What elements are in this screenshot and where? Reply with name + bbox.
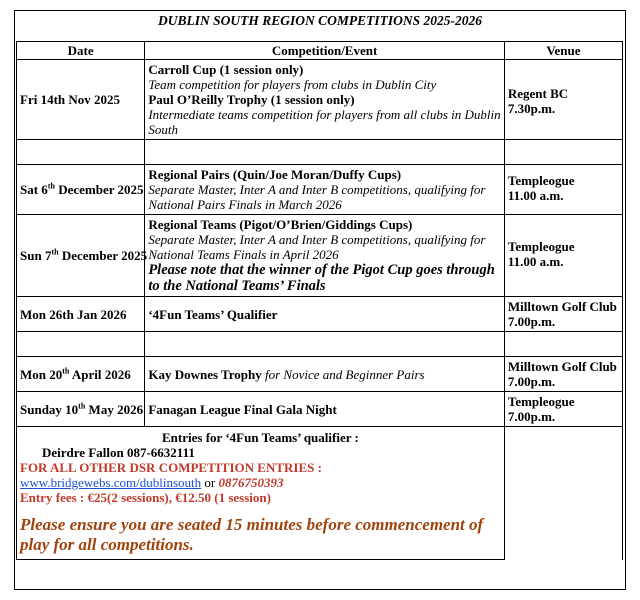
table-row (17, 215, 623, 297)
venue-name: Templeogue (507, 394, 575, 409)
event-description: Separate Master, Inter A and Inter B competitions, qualifying for National Teams Finals in April 2026 (148, 232, 486, 262)
entries-info (17, 427, 505, 560)
venue-time: 7.00p.m. (507, 314, 556, 329)
event-date: Mon 26th Jan 2026 (17, 297, 145, 332)
event-details (145, 215, 505, 297)
table-row (17, 357, 623, 392)
venue-name: Milltown Golf Club (507, 299, 617, 314)
venue-time: 11.00 a.m. (507, 254, 564, 269)
blank-row (17, 140, 623, 165)
table-row (17, 392, 623, 427)
venue-name: Milltown Golf Club (507, 359, 617, 374)
competition-column-header: Competition/Event (145, 42, 505, 60)
event-date: Fri 14th Nov 2025 (17, 60, 145, 140)
event-venue (504, 392, 622, 427)
event-details (145, 297, 505, 332)
entries-heading: Entries for ‘4Fun Teams’ qualifier : (162, 430, 359, 445)
event-date: Sun 7th December 2025 (17, 215, 145, 297)
event-date: Mon 20th April 2026 (17, 357, 145, 392)
entries-contact: Deirdre Fallon 087-6632111 (42, 445, 195, 460)
event-description: Separate Master, Inter A and Inter B competitions, qualifying for National Pairs Finals in March 2026 (148, 182, 486, 212)
event-title: Regional Teams (Pigot/O’Brien/Giddings Cups) (148, 217, 413, 232)
competitions-sheet (14, 10, 626, 590)
website-link[interactable]: www.bridgewebs.com/dublinsouth (20, 475, 202, 490)
blank-row (17, 332, 623, 357)
event-title: Paul O’Reilly Trophy (1 session only) (148, 92, 355, 107)
entries-phone: 0876750393 (218, 475, 284, 490)
venue-name: Templeogue (507, 173, 575, 188)
table-header-row (17, 42, 623, 60)
venue-time: 7.30p.m. (507, 101, 556, 116)
event-title: ‘4Fun Teams’ Qualifier (148, 306, 278, 322)
footer-blank-cell (504, 427, 622, 560)
entry-fees: Entry fees : €25(2 sessions), €12.50 (1 session) (20, 490, 271, 505)
table-row (17, 165, 623, 215)
event-venue (504, 165, 622, 215)
event-venue (504, 215, 622, 297)
event-details (145, 60, 505, 140)
table-row (17, 60, 623, 140)
other-entries-heading: FOR ALL OTHER DSR COMPETITION ENTRIES : (20, 460, 322, 475)
page-title: DUBLIN SOUTH REGION COMPETITIONS 2025-2026 (157, 13, 483, 28)
entries-footer-row (17, 427, 623, 560)
competitions-table (16, 41, 623, 560)
venue-time: 11.00 a.m. (507, 188, 564, 203)
event-details (145, 357, 505, 392)
venue-column-header: Venue (504, 42, 622, 60)
venue-time: 7.00p.m. (507, 409, 556, 424)
event-date: Sat 6th December 2025 (17, 165, 145, 215)
entries-links: www.bridgewebs.com/dublinsouth or 0876750393 (20, 475, 284, 490)
pigot-cup-notice: Please note that the winner of the Pigot Cup goes through to the National Teams’ Finals (148, 262, 495, 294)
event-venue (504, 357, 622, 392)
event-title: Kay Downes Trophy (148, 366, 262, 382)
venue-name: Templeogue (507, 239, 575, 254)
date-column-header: Date (17, 42, 145, 60)
event-description: Team competition for players from clubs in Dublin City (148, 77, 437, 92)
seating-warning: Please ensure you are seated 15 minutes before commencement of play for all competitions. (20, 515, 484, 554)
event-description: Intermediate teams competition for players from all clubs in Dublin South (148, 107, 501, 137)
event-title: Fanagan League Final Gala Night (148, 401, 337, 417)
event-details (145, 392, 505, 427)
event-title: Carroll Cup (1 session only) (148, 62, 304, 77)
event-venue (504, 297, 622, 332)
event-date: Sunday 10th May 2026 (17, 392, 145, 427)
event-venue (504, 60, 622, 140)
venue-name: Regent BC (507, 86, 569, 101)
venue-time: 7.00p.m. (507, 374, 556, 389)
event-description: for Novice and Beginner Pairs (261, 366, 425, 382)
event-title: Regional Pairs (Quin/Joe Moran/Duffy Cups) (148, 167, 402, 182)
table-row (17, 297, 623, 332)
event-details (145, 165, 505, 215)
